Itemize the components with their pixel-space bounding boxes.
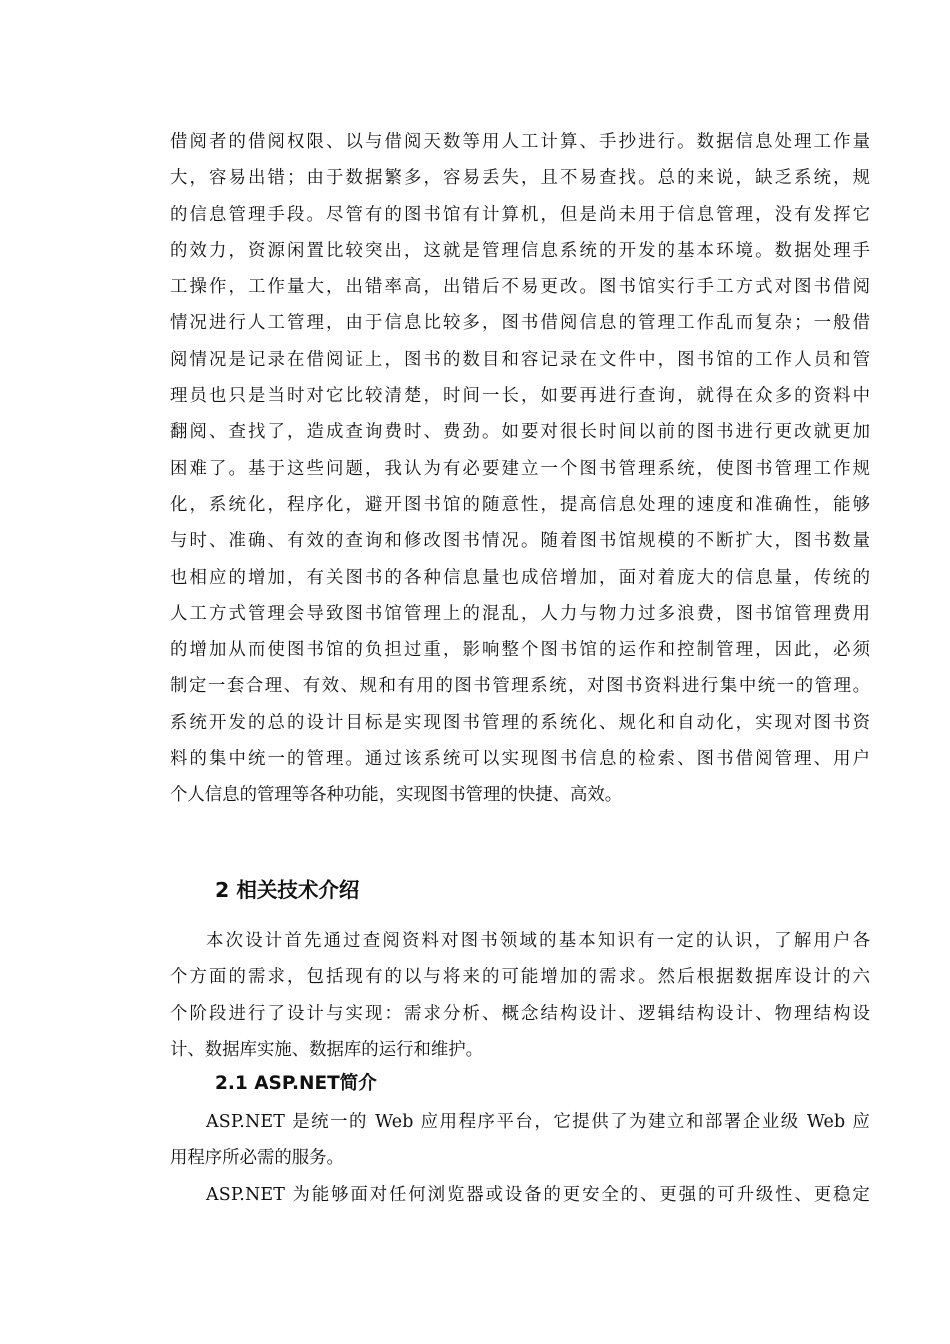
text-line: 制定一套合理、有效、规和有用的图书管理系统，对图书资料进行集中统一的管理。	[170, 676, 870, 697]
text-line: 的效力，资源闲置比较突出，这就是管理信息系统的开发的基本环境。数据处理手	[170, 240, 870, 261]
paragraph-intro-continued	[170, 124, 870, 814]
text-line: 的增加从而使图书馆的负担过重，影响整个图书馆的运作和控制管理，因此，必须	[170, 640, 870, 661]
text-line: 的信息管理手段。尽管有的图书馆有计算机，但是尚未用于信息管理，没有发挥它	[170, 204, 870, 225]
text-line: 化，系统化，程序化，避开图书馆的随意性，提高信息处理的速度和准确性，能够	[170, 494, 870, 515]
text-line: 借阅者的借阅权限、以与借阅天数等用人工计算、手抄进行。数据信息处理工作量	[170, 132, 870, 152]
paragraph-aspnet-intro	[170, 1104, 870, 1177]
text-line: 个方面的需求，包括现有的以与将来的可能增加的需求。然后根据数据库设计的六	[170, 967, 870, 988]
text-line: 情况进行人工管理，由于信息比较多，图书借阅信息的管理工作乱而复杂；一般借	[170, 313, 870, 334]
text-line: 料的集中统一的管理。通过该系统可以实现图书信息的检索、图书借阅管理、用户	[170, 749, 870, 770]
text-line: 用程序所必需的服务。	[170, 1148, 344, 1169]
text-line: 本次设计首先通过查阅资料对图书领域的基本知识有一定的认识，了解用户各	[206, 931, 870, 951]
text-line: 个人信息的管理等各种功能，实现图书管理的快捷、高效。	[170, 785, 623, 806]
text-line: 工操作，工作量大，出错率高，出错后不易更改。图书馆实行手工方式对图书借阅	[170, 277, 870, 298]
text-line: 大，容易出错；由于数据繁多，容易丢失，且不易查找。总的来说，缺乏系统，规	[170, 168, 870, 189]
text-line: ASP.NET 为能够面对任何浏览器或设备的更安全的、更强的可升级性、更稳定	[206, 1185, 870, 1205]
section-heading: 2 相关技术介绍	[215, 878, 360, 902]
text-line: 也相应的增加，有关图书的各种信息量也成倍增加，面对着庞大的信息量，传统的	[170, 567, 870, 588]
text-line: 人工方式管理会导致图书馆管理上的混乱，人力与物力过多浪费，图书馆管理费用	[170, 603, 870, 624]
text-line: 系统开发的总的设计目标是实现图书管理的系统化、规化和自动化，实现对图书资	[170, 712, 870, 733]
subsection-heading: 2.1 ASP.NET简介	[215, 1073, 377, 1094]
text-line: ASP.NET 是统一的 Web 应用程序平台，它提供了为建立和部署企业级 Web 应	[206, 1112, 870, 1132]
text-line: 个阶段进行了设计与实现：需求分析、概念结构设计、逻辑结构设计、物理结构设	[170, 1003, 870, 1024]
paragraph-design-overview	[170, 923, 870, 1068]
text-line: 与时、准确、有效的查询和修改图书情况。随着图书馆规模的不断扩大，图书数量	[170, 531, 870, 552]
text-line: 计、数据库实施、数据库的运行和维护。	[170, 1039, 484, 1060]
paragraph-aspnet-features	[170, 1177, 870, 1213]
text-line: 困难了。基于这些问题，我认为有必要建立一个图书管理系统，使图书管理工作规	[170, 458, 870, 479]
text-line: 理员也只是当时对它比较清楚，时间一长，如要再进行查询，就得在众多的资料中	[170, 386, 870, 407]
text-line: 翻阅、查找了，造成查询费时、费劲。如要对很长时间以前的图书进行更改就更加	[170, 422, 870, 443]
text-line: 阅情况是记录在借阅证上，图书的数目和容记录在文件中，图书馆的工作人员和管	[170, 349, 870, 370]
